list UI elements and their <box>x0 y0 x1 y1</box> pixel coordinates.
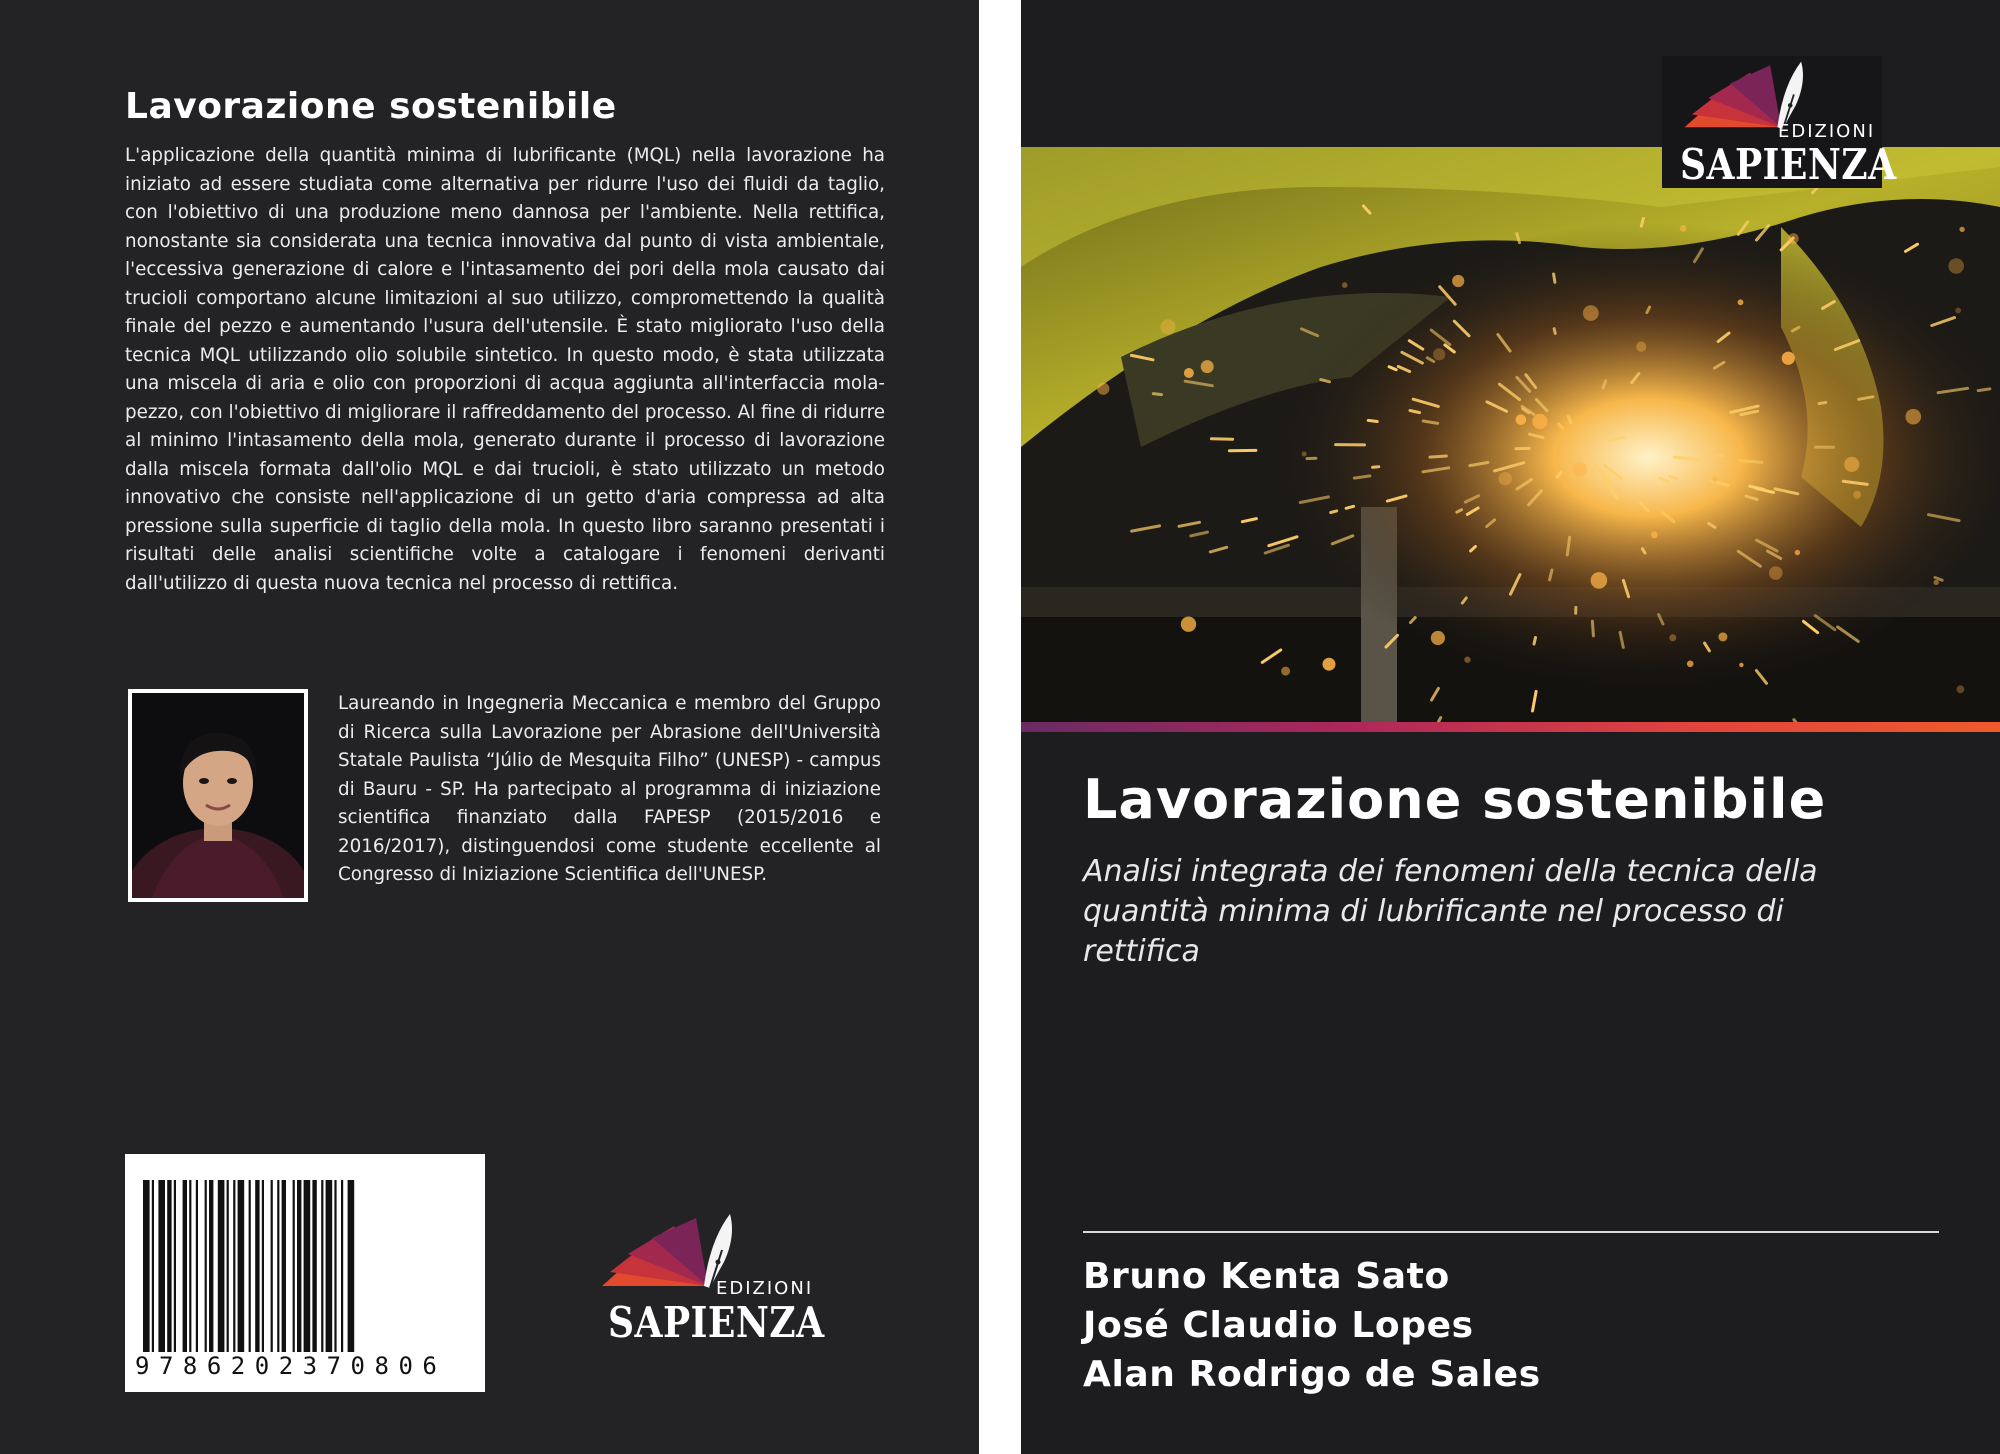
barcode-bar <box>249 1180 251 1352</box>
barcode-bar <box>255 1180 259 1352</box>
spark <box>1740 461 1762 463</box>
barcode-bar <box>233 1180 235 1352</box>
barcode-icon <box>143 1180 465 1352</box>
spark <box>1321 380 1330 382</box>
ember <box>1687 661 1694 668</box>
ember <box>1281 667 1290 676</box>
author-portrait-icon <box>132 693 304 898</box>
spark <box>1373 467 1379 468</box>
spark <box>1153 394 1161 395</box>
barcode-bar <box>312 1180 316 1352</box>
author-name: Alan Rodrigo de Sales <box>1083 1354 1541 1395</box>
ember <box>1844 457 1859 472</box>
barcode-bar <box>209 1180 213 1352</box>
author-biography: Laureando in Ingegneria Meccanica e membro del Gruppo di Ricerca sulla Lavorazione per Abrasione dell'Università Statale Paulista “Júlio de Mesquita Filho” (UNESP) - campus di Bauru - SP. Ha partecipato al programma di iniziazione scientifica finanziato dalla FAPESP (2015/2016 e 2016/2017), distinguendosi come studente eccellente al Congresso di Iniziazione Scientifica dell'UNESP. <box>338 693 881 885</box>
ember <box>1948 258 1964 274</box>
barcode-bar <box>143 1180 150 1352</box>
barcode-bar <box>271 1180 273 1352</box>
ember <box>1669 634 1676 641</box>
author-photo <box>128 689 308 902</box>
spark <box>1331 511 1337 513</box>
barcode-bar <box>293 1180 295 1352</box>
barcode-bar <box>238 1180 245 1352</box>
ember <box>1680 225 1687 232</box>
spark <box>1554 274 1555 282</box>
barcode-bar <box>167 1180 171 1352</box>
ember <box>1499 472 1512 485</box>
publisher-name-line2: SAPIENZA <box>1680 140 1897 189</box>
ember <box>1795 550 1800 555</box>
barcode-bar <box>297 1180 301 1352</box>
grinding-sparks-photo <box>1021 147 2000 722</box>
grinding-sparks-icon <box>1021 147 2000 722</box>
spark <box>1410 411 1420 413</box>
ember <box>1738 299 1744 305</box>
accent-gradient-bar <box>1021 722 2000 732</box>
publisher-logo-back <box>598 1210 825 1350</box>
author-name: José Claudio Lopes <box>1083 1305 1474 1346</box>
ember <box>1160 319 1175 334</box>
isbn-barcode <box>125 1154 485 1392</box>
isbn-digits: 9786202370806 <box>135 1352 447 1380</box>
ember <box>1788 233 1799 244</box>
ember <box>1532 414 1547 429</box>
ember <box>1583 305 1599 321</box>
ember <box>1955 308 1961 314</box>
ember <box>1636 342 1646 352</box>
barcode-bar <box>152 1180 154 1352</box>
ember <box>1516 414 1527 425</box>
ember <box>1184 368 1194 378</box>
publisher-logo-front <box>1662 56 1897 189</box>
ember <box>1739 663 1743 667</box>
barcode-bar <box>183 1180 187 1352</box>
back-cover <box>0 0 979 1454</box>
spark <box>1714 455 1723 456</box>
spark <box>1592 621 1593 636</box>
barcode-bar <box>277 1180 279 1352</box>
author-name: Bruno Kenta Sato <box>1083 1256 1450 1297</box>
ember <box>1718 632 1727 641</box>
ember <box>1323 658 1336 671</box>
barcode-bar <box>218 1180 225 1352</box>
spark <box>1430 456 1446 457</box>
barcode-bar <box>158 1180 165 1352</box>
barcode-bar <box>348 1180 355 1352</box>
publisher-name-line1: EDIZIONI <box>1778 121 1876 142</box>
back-cover-title: Lavorazione sostenibile <box>125 86 617 127</box>
publisher-name-line2: SAPIENZA <box>608 1298 825 1347</box>
ember <box>1712 476 1717 481</box>
ember <box>1853 491 1861 499</box>
front-cover-subtitle: Analisi integrata dei fenomeni della tecnica della quantità minima di lubrificante nel processo di rettifica <box>1083 854 1818 969</box>
spark <box>1819 402 1826 403</box>
spark <box>1554 329 1555 334</box>
ember <box>1651 531 1658 538</box>
barcode-bar <box>262 1180 264 1352</box>
front-cover-title: Lavorazione sostenibile <box>1083 768 1827 831</box>
barcode-bar <box>196 1180 198 1352</box>
ember <box>1431 631 1445 645</box>
barcode-bar <box>334 1180 336 1352</box>
barcode-bar <box>341 1180 343 1352</box>
ember <box>1097 383 1109 395</box>
ember <box>1906 409 1922 425</box>
spark <box>1534 638 1536 645</box>
authors-divider <box>1083 1231 1939 1233</box>
ember <box>1769 566 1783 580</box>
ember <box>1464 657 1470 663</box>
barcode-bar <box>189 1180 191 1352</box>
back-cover-description: L'applicazione della quantità minima di lubrificante (MQL) nella lavorazione ha iniziato ad essere studiata come alternativa per ridurre l'uso dei fluidi da taglio, con l'obiettivo di una produzione meno dannosa per l'ambiente. Nella rettifica, nonostante sia considerata una tecnica innovativa dal punto di vista ambientale, l'eccessiva generazione di calore e l'intasamento dei pori della mola causato dai trucioli comportano alcune limitazioni al suo utilizzo, compromettendo la qualità finale del pezzo e aumentando l'usura dell'utensile. È stato migliorato l'uso della tecnica MQL utilizzando olio solubile sintetico. In questo modo, è stata utilizzata una miscela di aria e olio con proporzioni di acqua aggiunta all'interfaccia mola-pezzo, con l'obiettivo di migliorare il raffreddamento del processo. Al fine di ridurre al minimo l'intasamento della mola, generato durante il processo di lavorazione dalla miscela formata dall'olio MQL e dai trucioli, è stato utilizzato un metodo innovativo che consiste nell'applicazione di un getto d'aria compressa ad alta pressione sulla superficie di taglio della mola. In questo libro saranno presentati i risultati delle analisi scientifiche volte a catalogare i fenomeni derivanti dall'utilizzo di questa nuova tecnica nel processo di rettifica. <box>125 145 885 594</box>
spark <box>1368 420 1377 421</box>
ember <box>1342 282 1348 288</box>
ember <box>1934 580 1939 585</box>
ember <box>1433 348 1445 360</box>
ember <box>1302 452 1307 457</box>
ember <box>1573 462 1588 477</box>
publisher-name-line1: EDIZIONI <box>716 1278 814 1299</box>
ember <box>1201 360 1214 373</box>
ember <box>1452 275 1464 287</box>
ember <box>1591 572 1608 589</box>
spark <box>1346 506 1354 508</box>
spark <box>1978 389 1990 391</box>
ember <box>1959 227 1964 232</box>
barcode-bar <box>321 1180 323 1352</box>
barcode-bar <box>205 1180 207 1352</box>
ember <box>1782 352 1795 365</box>
ember <box>1181 617 1196 632</box>
barcode-bar <box>282 1180 286 1352</box>
barcode-bar <box>174 1180 176 1352</box>
author-list <box>1083 1252 1541 1399</box>
ember <box>1957 685 1965 693</box>
barcode-bar <box>326 1180 333 1352</box>
barcode-bar <box>304 1180 311 1352</box>
barcode-bar <box>227 1180 229 1352</box>
spark <box>1641 219 1643 227</box>
